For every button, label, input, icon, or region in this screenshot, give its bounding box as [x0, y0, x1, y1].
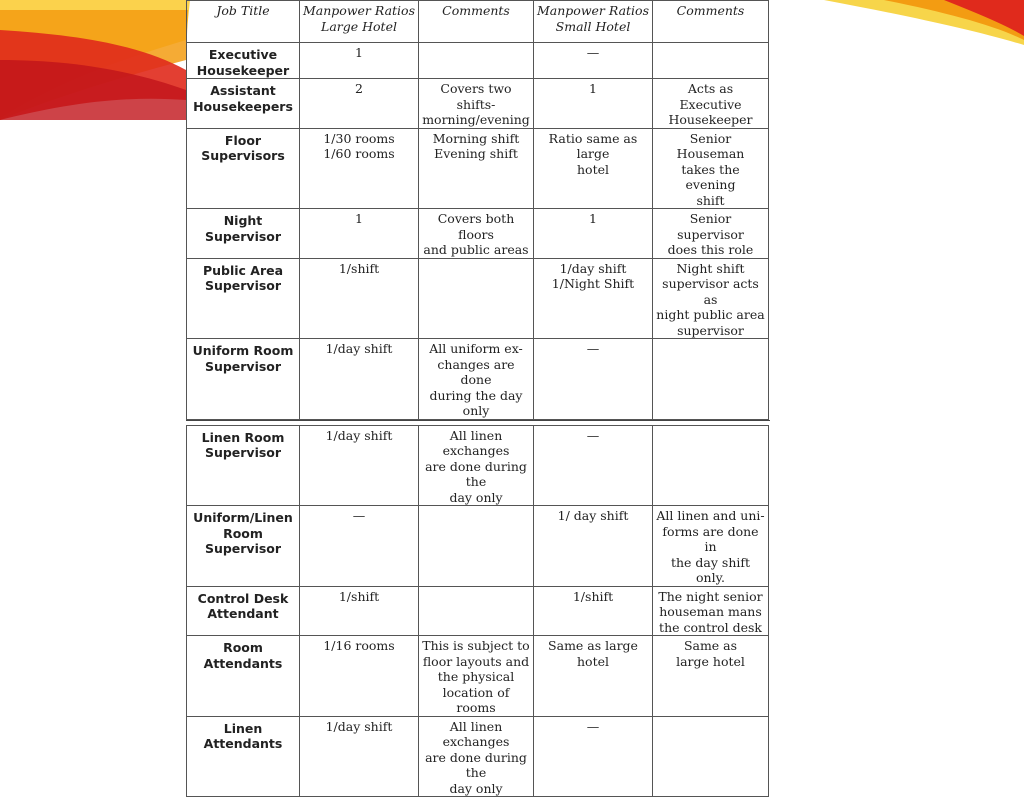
cell-text: Housekeeper: [656, 112, 765, 128]
header-text: Manpower Ratios: [537, 3, 649, 19]
small-ratio-cell: [534, 339, 653, 420]
cell-text: —: [537, 719, 649, 735]
small-ratio-cell: [534, 425, 653, 506]
small-ratio-cell: [534, 79, 653, 129]
cell-text: floor layouts and: [422, 654, 530, 670]
cell-text: takes the evening: [656, 162, 765, 193]
cell-text: the physical: [422, 669, 530, 685]
header-job-title: [187, 1, 300, 43]
header-text: Manpower Ratios: [303, 3, 415, 19]
cell-text: are done during the: [422, 750, 530, 781]
cell-text: Senior supervisor: [656, 211, 765, 242]
large-ratio-cell: [300, 258, 419, 339]
large-comment-cell: [419, 79, 534, 129]
cell-text: Supervisor: [190, 278, 296, 294]
cell-text: Housekeeper: [190, 63, 296, 79]
cell-text: 1/shift: [303, 589, 415, 605]
header-text: Job Title: [190, 3, 296, 19]
cell-text: and public areas: [422, 242, 530, 258]
staffing-table-part-2: [186, 425, 769, 797]
cell-text: 1/Night Shift: [537, 276, 649, 292]
cell-text: Covers two shifts-: [422, 81, 530, 112]
cell-text: 1/day shift: [303, 719, 415, 735]
cell-text: All linen exchanges: [422, 719, 530, 750]
cell-text: Supervisors: [190, 148, 296, 164]
cell-text: forms are done in: [656, 524, 765, 555]
header-large-ratio: [300, 1, 419, 43]
cell-text: supervisor: [656, 323, 765, 339]
staffing-table-part-1: [186, 0, 769, 420]
small-comment-cell: [653, 506, 769, 587]
large-comment-cell: [419, 339, 534, 420]
header-text: Large Hotel: [303, 19, 415, 35]
cell-text: changes are done: [422, 357, 530, 388]
large-comment-cell: [419, 636, 534, 717]
large-ratio-cell: [300, 43, 419, 79]
cell-text: large hotel: [656, 654, 765, 670]
cell-text: 2: [303, 81, 415, 97]
large-comment-cell: [419, 128, 534, 209]
small-comment-cell: [653, 258, 769, 339]
job-title-cell: [187, 43, 300, 79]
corner-decoration-right: [824, 0, 1024, 50]
cell-text: Attendants: [190, 656, 296, 672]
cell-text: day only: [422, 490, 530, 506]
large-comment-cell: [419, 716, 534, 797]
cell-text: Same as large hotel: [537, 638, 649, 669]
small-ratio-cell: [534, 506, 653, 587]
cell-text: Ratio same as large: [537, 131, 649, 162]
header-text: Comments: [656, 3, 765, 19]
cell-text: Linen Room: [190, 430, 296, 446]
cell-text: Acts as Executive: [656, 81, 765, 112]
cell-text: Evening shift: [422, 146, 530, 162]
cell-text: shift: [656, 193, 765, 209]
cell-text: Morning shift: [422, 131, 530, 147]
cell-text: Room: [190, 640, 296, 656]
large-ratio-cell: [300, 716, 419, 797]
large-ratio-cell: [300, 209, 419, 259]
large-ratio-cell: [300, 636, 419, 717]
cell-text: Supervisor: [190, 541, 296, 557]
table-row: [187, 506, 769, 587]
small-ratio-cell: [534, 636, 653, 717]
job-title-cell: [187, 79, 300, 129]
cell-text: the control desk: [656, 620, 765, 636]
header-large-comments: [419, 1, 534, 43]
cell-text: Assistant: [190, 83, 296, 99]
cell-text: hotel: [537, 162, 649, 178]
large-ratio-cell: [300, 128, 419, 209]
small-ratio-cell: [534, 586, 653, 636]
large-comment-cell: [419, 43, 534, 79]
small-comment-cell: [653, 586, 769, 636]
cell-text: houseman mans: [656, 604, 765, 620]
small-comment-cell: [653, 79, 769, 129]
job-title-cell: [187, 506, 300, 587]
table-row: [187, 43, 769, 79]
small-ratio-cell: [534, 209, 653, 259]
large-comment-cell: [419, 425, 534, 506]
table-row: [187, 716, 769, 797]
cell-text: location of rooms: [422, 685, 530, 716]
large-comment-cell: [419, 209, 534, 259]
large-ratio-cell: [300, 79, 419, 129]
job-title-cell: [187, 425, 300, 506]
cell-text: Supervisor: [190, 359, 296, 375]
job-title-cell: [187, 716, 300, 797]
cell-text: Floor: [190, 133, 296, 149]
cell-text: the day shift only.: [656, 555, 765, 586]
large-ratio-cell: [300, 425, 419, 506]
large-comment-cell: [419, 258, 534, 339]
table-row: [187, 339, 769, 420]
cell-text: are done during the: [422, 459, 530, 490]
cell-text: 1/60 rooms: [303, 146, 415, 162]
cell-text: Housekeepers: [190, 99, 296, 115]
cell-text: 1: [537, 81, 649, 97]
cell-text: Attendant: [190, 606, 296, 622]
cell-text: Public Area: [190, 263, 296, 279]
cell-text: Control Desk: [190, 591, 296, 607]
job-title-cell: [187, 258, 300, 339]
large-comment-cell: [419, 506, 534, 587]
small-comment-cell: [653, 339, 769, 420]
large-ratio-cell: [300, 339, 419, 420]
cell-text: 1/shift: [303, 261, 415, 277]
small-comment-cell: [653, 716, 769, 797]
housekeeping-staffing-table: [186, 0, 770, 574]
cell-text: morning/evening: [422, 112, 530, 128]
job-title-cell: [187, 586, 300, 636]
cell-text: This is subject to: [422, 638, 530, 654]
small-comment-cell: [653, 209, 769, 259]
corner-decoration-left: [0, 0, 200, 120]
large-ratio-cell: [300, 586, 419, 636]
cell-text: Uniform Room: [190, 343, 296, 359]
table-row: [187, 636, 769, 717]
header-text: Comments: [422, 3, 530, 19]
small-ratio-cell: [534, 43, 653, 79]
small-comment-cell: [653, 43, 769, 79]
cell-text: 1: [303, 211, 415, 227]
cell-text: 1/ day shift: [537, 508, 649, 524]
cell-text: Uniform/Linen: [190, 510, 296, 526]
cell-text: 1: [537, 211, 649, 227]
cell-text: —: [537, 45, 649, 61]
table-row: [187, 128, 769, 209]
table-row: [187, 586, 769, 636]
cell-text: 1/16 rooms: [303, 638, 415, 654]
job-title-cell: [187, 128, 300, 209]
cell-text: during the day only: [422, 388, 530, 419]
cell-text: Linen: [190, 721, 296, 737]
cell-text: All linen exchanges: [422, 428, 530, 459]
header-text: Small Hotel: [537, 19, 649, 35]
small-ratio-cell: [534, 258, 653, 339]
cell-text: 1: [303, 45, 415, 61]
cell-text: Executive: [190, 47, 296, 63]
cell-text: night public area: [656, 307, 765, 323]
cell-text: Room: [190, 526, 296, 542]
cell-text: 1/day shift: [537, 261, 649, 277]
table-row: [187, 79, 769, 129]
cell-text: day only: [422, 781, 530, 797]
table-row: [187, 258, 769, 339]
cell-text: Night shift: [656, 261, 765, 277]
cell-text: supervisor acts as: [656, 276, 765, 307]
cell-text: —: [537, 428, 649, 444]
cell-text: 1/shift: [537, 589, 649, 605]
cell-text: 1/day shift: [303, 428, 415, 444]
cell-text: Night: [190, 213, 296, 229]
job-title-cell: [187, 339, 300, 420]
table-row: [187, 209, 769, 259]
header-small-ratio: [534, 1, 653, 43]
cell-text: All linen and uni-: [656, 508, 765, 524]
large-ratio-cell: [300, 506, 419, 587]
cell-text: 1/day shift: [303, 341, 415, 357]
header-small-comments: [653, 1, 769, 43]
small-ratio-cell: [534, 716, 653, 797]
job-title-cell: [187, 636, 300, 717]
cell-text: Supervisor: [190, 445, 296, 461]
cell-text: —: [537, 341, 649, 357]
small-ratio-cell: [534, 128, 653, 209]
cell-text: Attendants: [190, 736, 296, 752]
large-comment-cell: [419, 586, 534, 636]
small-comment-cell: [653, 425, 769, 506]
small-comment-cell: [653, 128, 769, 209]
cell-text: The night senior: [656, 589, 765, 605]
cell-text: Same as: [656, 638, 765, 654]
cell-text: —: [303, 508, 415, 524]
table-row: [187, 425, 769, 506]
cell-text: Covers both floors: [422, 211, 530, 242]
cell-text: All uniform ex-: [422, 341, 530, 357]
job-title-cell: [187, 209, 300, 259]
cell-text: does this role: [656, 242, 765, 258]
cell-text: Senior Houseman: [656, 131, 765, 162]
cell-text: 1/30 rooms: [303, 131, 415, 147]
small-comment-cell: [653, 636, 769, 717]
cell-text: Supervisor: [190, 229, 296, 245]
